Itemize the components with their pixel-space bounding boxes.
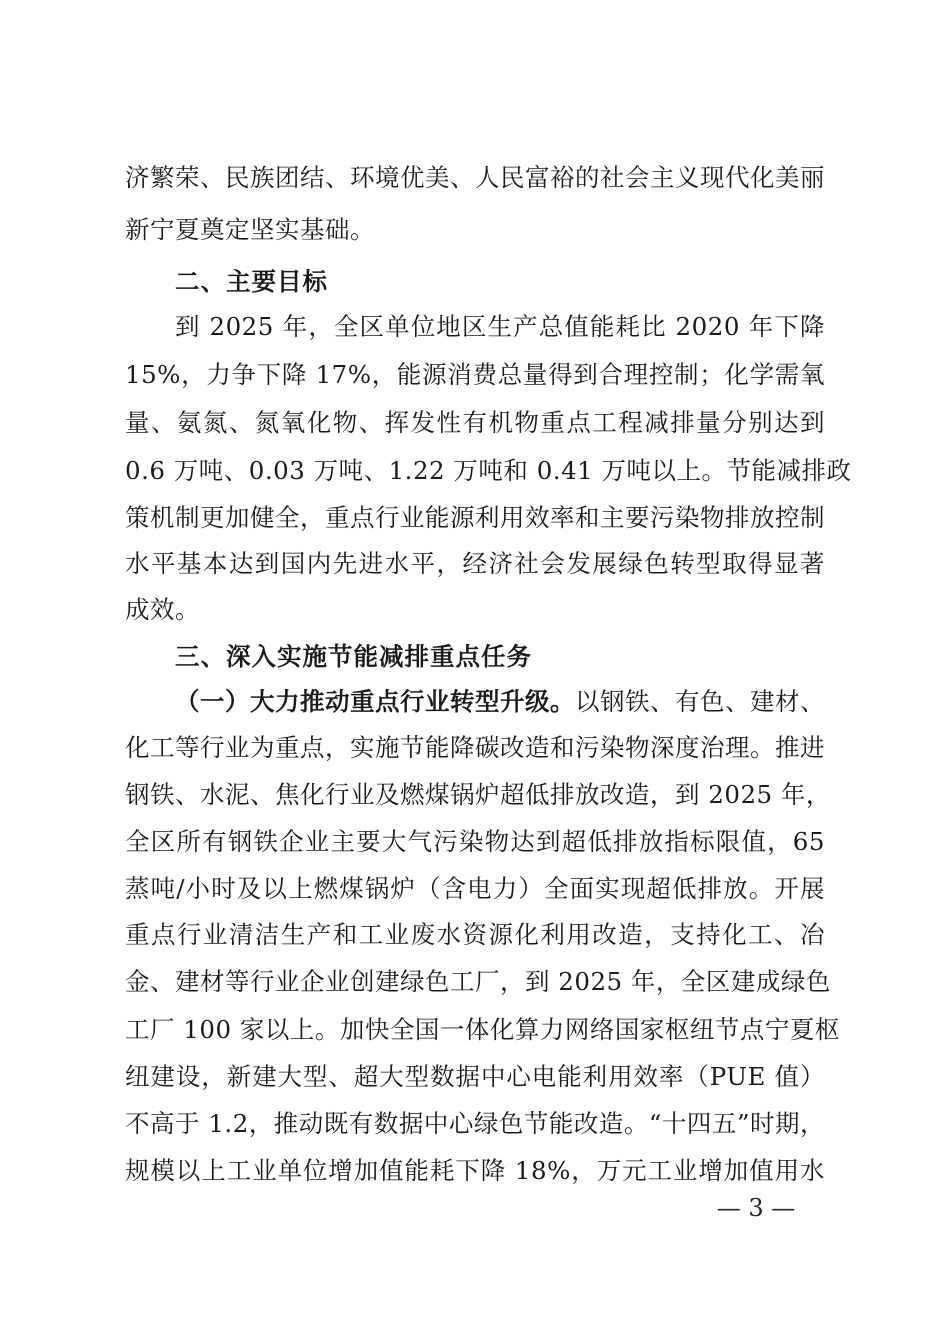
section-heading-key-tasks: 三、深入实施节能减排重点任务 xyxy=(175,642,532,671)
body-text-line: 纽建设，新建大型、超大型数据中心电能利用效率（PUE 值） xyxy=(125,1062,825,1091)
subheading-industry-transformation: （一）大力推动重点行业转型升级。 xyxy=(175,687,575,716)
body-text-line: 蒸吨/小时及以上燃煤锅炉（含电力）全面实现超低排放。开展 xyxy=(125,874,825,903)
body-text-line: 水平基本达到国内先进水平，经济社会发展绿色转型取得显著 xyxy=(125,549,825,578)
body-text-line: 金、建材等行业企业创建绿色工厂，到 2025 年，全区建成绿色 xyxy=(125,967,831,996)
body-text-line: 成效。 xyxy=(125,595,200,624)
section-heading-main-goals: 二、主要目标 xyxy=(175,267,328,296)
body-text-run: 以钢铁、有色、建材、 xyxy=(575,687,825,716)
body-text-line: 工厂 100 家以上。加快全国一体化算力网络国家枢纽节点宁夏枢 xyxy=(125,1015,840,1044)
body-text-line-with-subheading xyxy=(175,682,825,722)
body-text-line: 0.6 万吨、0.03 万吨、1.22 万吨和 0.41 万吨以上。节能减排政 xyxy=(125,456,852,485)
body-text-line: 量、氨氮、氮氧化物、挥发性有机物重点工程减排量分别达到 xyxy=(125,408,825,437)
body-text-line: 济繁荣、民族团结、环境优美、人民富裕的社会主义现代化美丽 xyxy=(125,163,825,192)
body-text-line: 到 2025 年，全区单位地区生产总值能耗比 2020 年下降 xyxy=(175,312,825,341)
body-text-line: 规模以上工业单位增加值能耗下降 18%，万元工业增加值用水 xyxy=(125,1156,825,1185)
body-text-line: 不高于 1.2，推动既有数据中心绿色节能改造。“十四五”时期， xyxy=(125,1109,825,1138)
body-text-line: 新宁夏奠定坚实基础。 xyxy=(125,215,375,244)
body-text-line: 策机制更加健全，重点行业能源利用效率和主要污染物排放控制 xyxy=(125,503,825,532)
body-text-line: 钢铁、水泥、焦化行业及燃煤锅炉超低排放改造，到 2025 年， xyxy=(125,780,831,809)
body-text-line: 15%，力争下降 17%，能源消费总量得到合理控制；化学需氧 xyxy=(125,360,825,389)
page-number: — 3 — xyxy=(716,1194,796,1222)
body-text-line: 化工等行业为重点，实施节能降碳改造和污染物深度治理。推进 xyxy=(125,733,825,762)
body-text-line: 重点行业清洁生产和工业废水资源化利用改造，支持化工、冶 xyxy=(125,920,825,949)
body-text-line: 全区所有钢铁企业主要大气污染物达到超低排放指标限值，65 xyxy=(125,827,825,856)
